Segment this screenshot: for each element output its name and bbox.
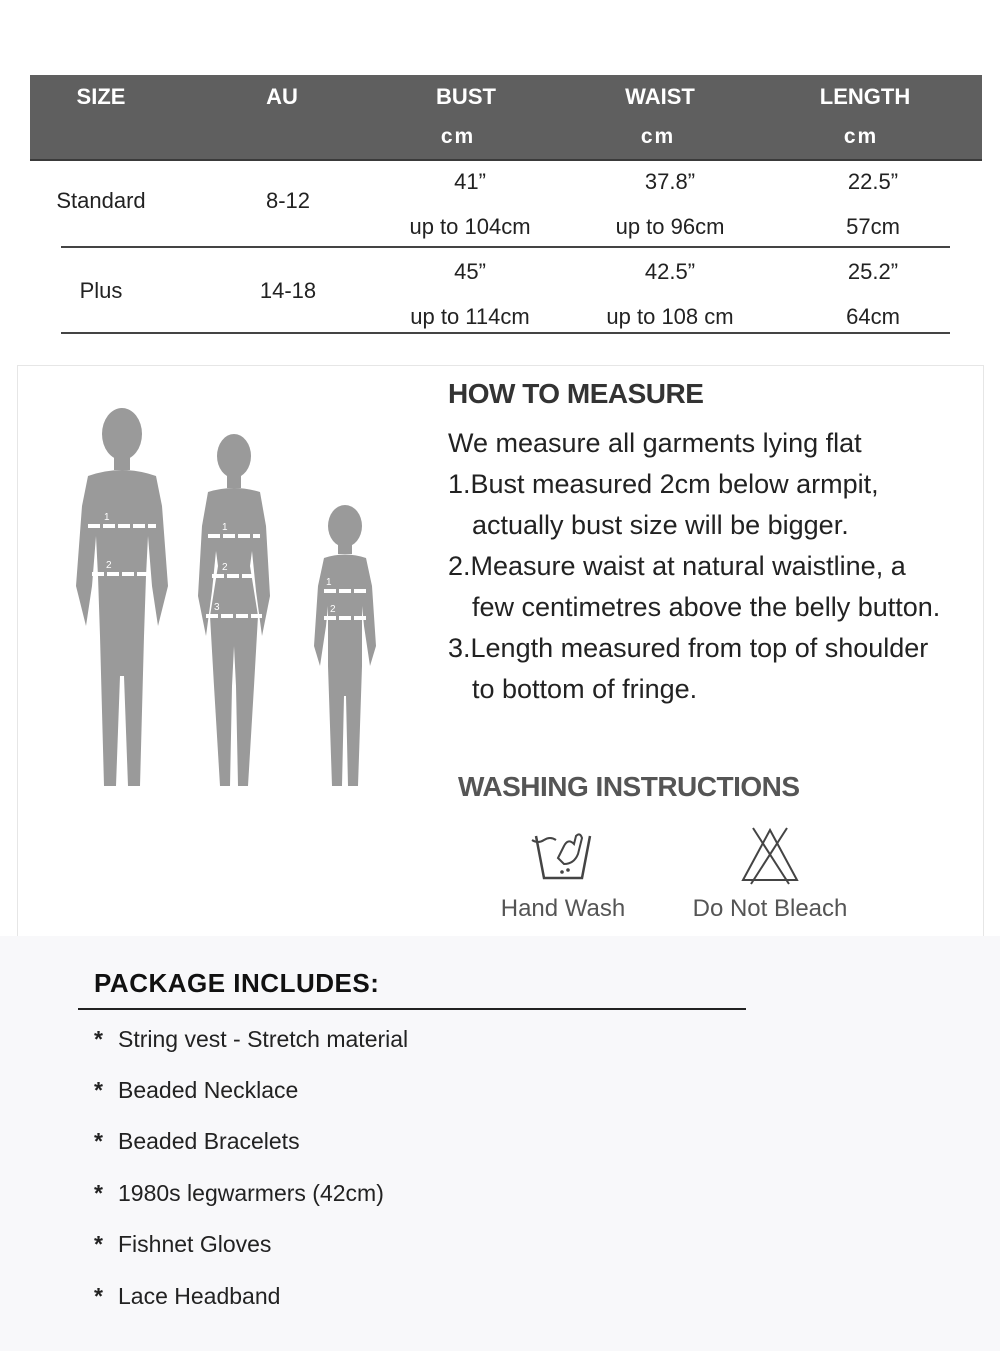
list-item	[94, 1128, 300, 1155]
list-item	[94, 1283, 280, 1310]
header-size: SIZE	[76, 84, 126, 109]
cell-length-cm-plus: 64cm	[846, 304, 900, 329]
list-item-text: Beaded Bracelets	[118, 1128, 300, 1154]
list-item-text: Fishnet Gloves	[118, 1231, 272, 1257]
man-figure	[76, 408, 168, 786]
table-header	[30, 75, 982, 161]
measure-line: few centimetres above the belly button.	[472, 592, 941, 622]
cell-waist-in-plus: 42.5”	[644, 259, 696, 284]
cell-length-cm-standard: 57cm	[846, 214, 900, 239]
cell-waist-in-standard: 37.8”	[644, 169, 696, 194]
measure-panel	[17, 365, 984, 937]
package-section	[0, 936, 1000, 1351]
row-divider	[61, 246, 950, 248]
list-item	[94, 1231, 271, 1258]
cell-bust-in-standard: 41”	[454, 169, 486, 194]
cell-au-standard: 8-12	[265, 188, 311, 213]
bullet: *	[94, 1077, 103, 1103]
no-bleach-icon	[739, 824, 801, 886]
care-item-no-bleach	[680, 824, 860, 923]
header-bust: BUST	[436, 84, 496, 109]
header-bust-unit: cm	[440, 125, 476, 148]
cell-bust-cm-standard: up to 104cm	[409, 214, 531, 239]
cell-size-plus: Plus	[79, 278, 123, 303]
row-divider	[61, 332, 950, 334]
no-bleach-label: Do Not Bleach	[692, 895, 848, 922]
woman-figure	[198, 434, 270, 786]
child-figure	[314, 505, 376, 786]
hand-wash-icon	[528, 824, 598, 886]
cell-waist-cm-plus: up to 108 cm	[606, 304, 734, 329]
bullet: *	[94, 1231, 103, 1257]
measure-line: to bottom of fringe.	[472, 674, 698, 704]
list-item-text: String vest - Stretch material	[118, 1026, 409, 1052]
list-item-text: Beaded Necklace	[118, 1077, 299, 1103]
figure-mark: 2	[330, 604, 336, 615]
cell-waist-cm-standard: up to 96cm	[615, 214, 725, 239]
figure-mark: 1	[104, 512, 110, 523]
washing-title: WASHING INSTRUCTIONS	[458, 771, 800, 802]
bullet: *	[94, 1180, 103, 1206]
measure-line: 2.Measure waist at natural waistline, a	[448, 551, 906, 581]
bullet: *	[94, 1283, 103, 1309]
figure-mark: 2	[106, 560, 112, 571]
cell-length-in-plus: 25.2”	[847, 259, 899, 284]
header-waist-unit: cm	[640, 125, 676, 148]
figure-mark: 1	[326, 577, 332, 588]
figure-mark: 1	[222, 522, 228, 533]
header-au: AU	[266, 84, 298, 109]
list-item	[94, 1180, 384, 1207]
measure-line: 1.Bust measured 2cm below armpit,	[448, 469, 879, 499]
package-title: PACKAGE INCLUDES:	[94, 968, 380, 998]
header-length-unit: cm	[843, 125, 879, 148]
cell-au-plus: 14-18	[259, 278, 317, 303]
measure-line: 3.Length measured from top of shoulder	[448, 633, 929, 663]
list-item-text: Lace Headband	[118, 1283, 281, 1309]
bullet: *	[94, 1128, 103, 1154]
measure-title: HOW TO MEASURE	[448, 378, 704, 409]
figure-mark: 3	[214, 602, 220, 613]
care-item-hand-wash	[488, 824, 638, 923]
list-item	[94, 1077, 298, 1104]
measure-line: actually bust size will be bigger.	[472, 510, 849, 540]
size-table	[30, 75, 982, 337]
bullet: *	[94, 1026, 103, 1052]
figure-mark: 2	[222, 562, 228, 573]
body-figures-illustration	[48, 386, 398, 796]
hand-wash-label: Hand Wash	[500, 895, 626, 922]
cell-size-standard: Standard	[56, 188, 146, 213]
cell-length-in-standard: 22.5”	[847, 169, 899, 194]
cell-bust-cm-plus: up to 114cm	[410, 304, 530, 329]
package-divider	[78, 1008, 746, 1010]
measure-line: We measure all garments lying flat	[448, 428, 862, 458]
header-length: LENGTH	[819, 84, 911, 109]
list-item	[94, 1026, 408, 1053]
list-item-text: 1980s legwarmers (42cm)	[118, 1180, 384, 1206]
cell-bust-in-plus: 45”	[454, 259, 486, 284]
header-waist: WAIST	[625, 84, 695, 109]
